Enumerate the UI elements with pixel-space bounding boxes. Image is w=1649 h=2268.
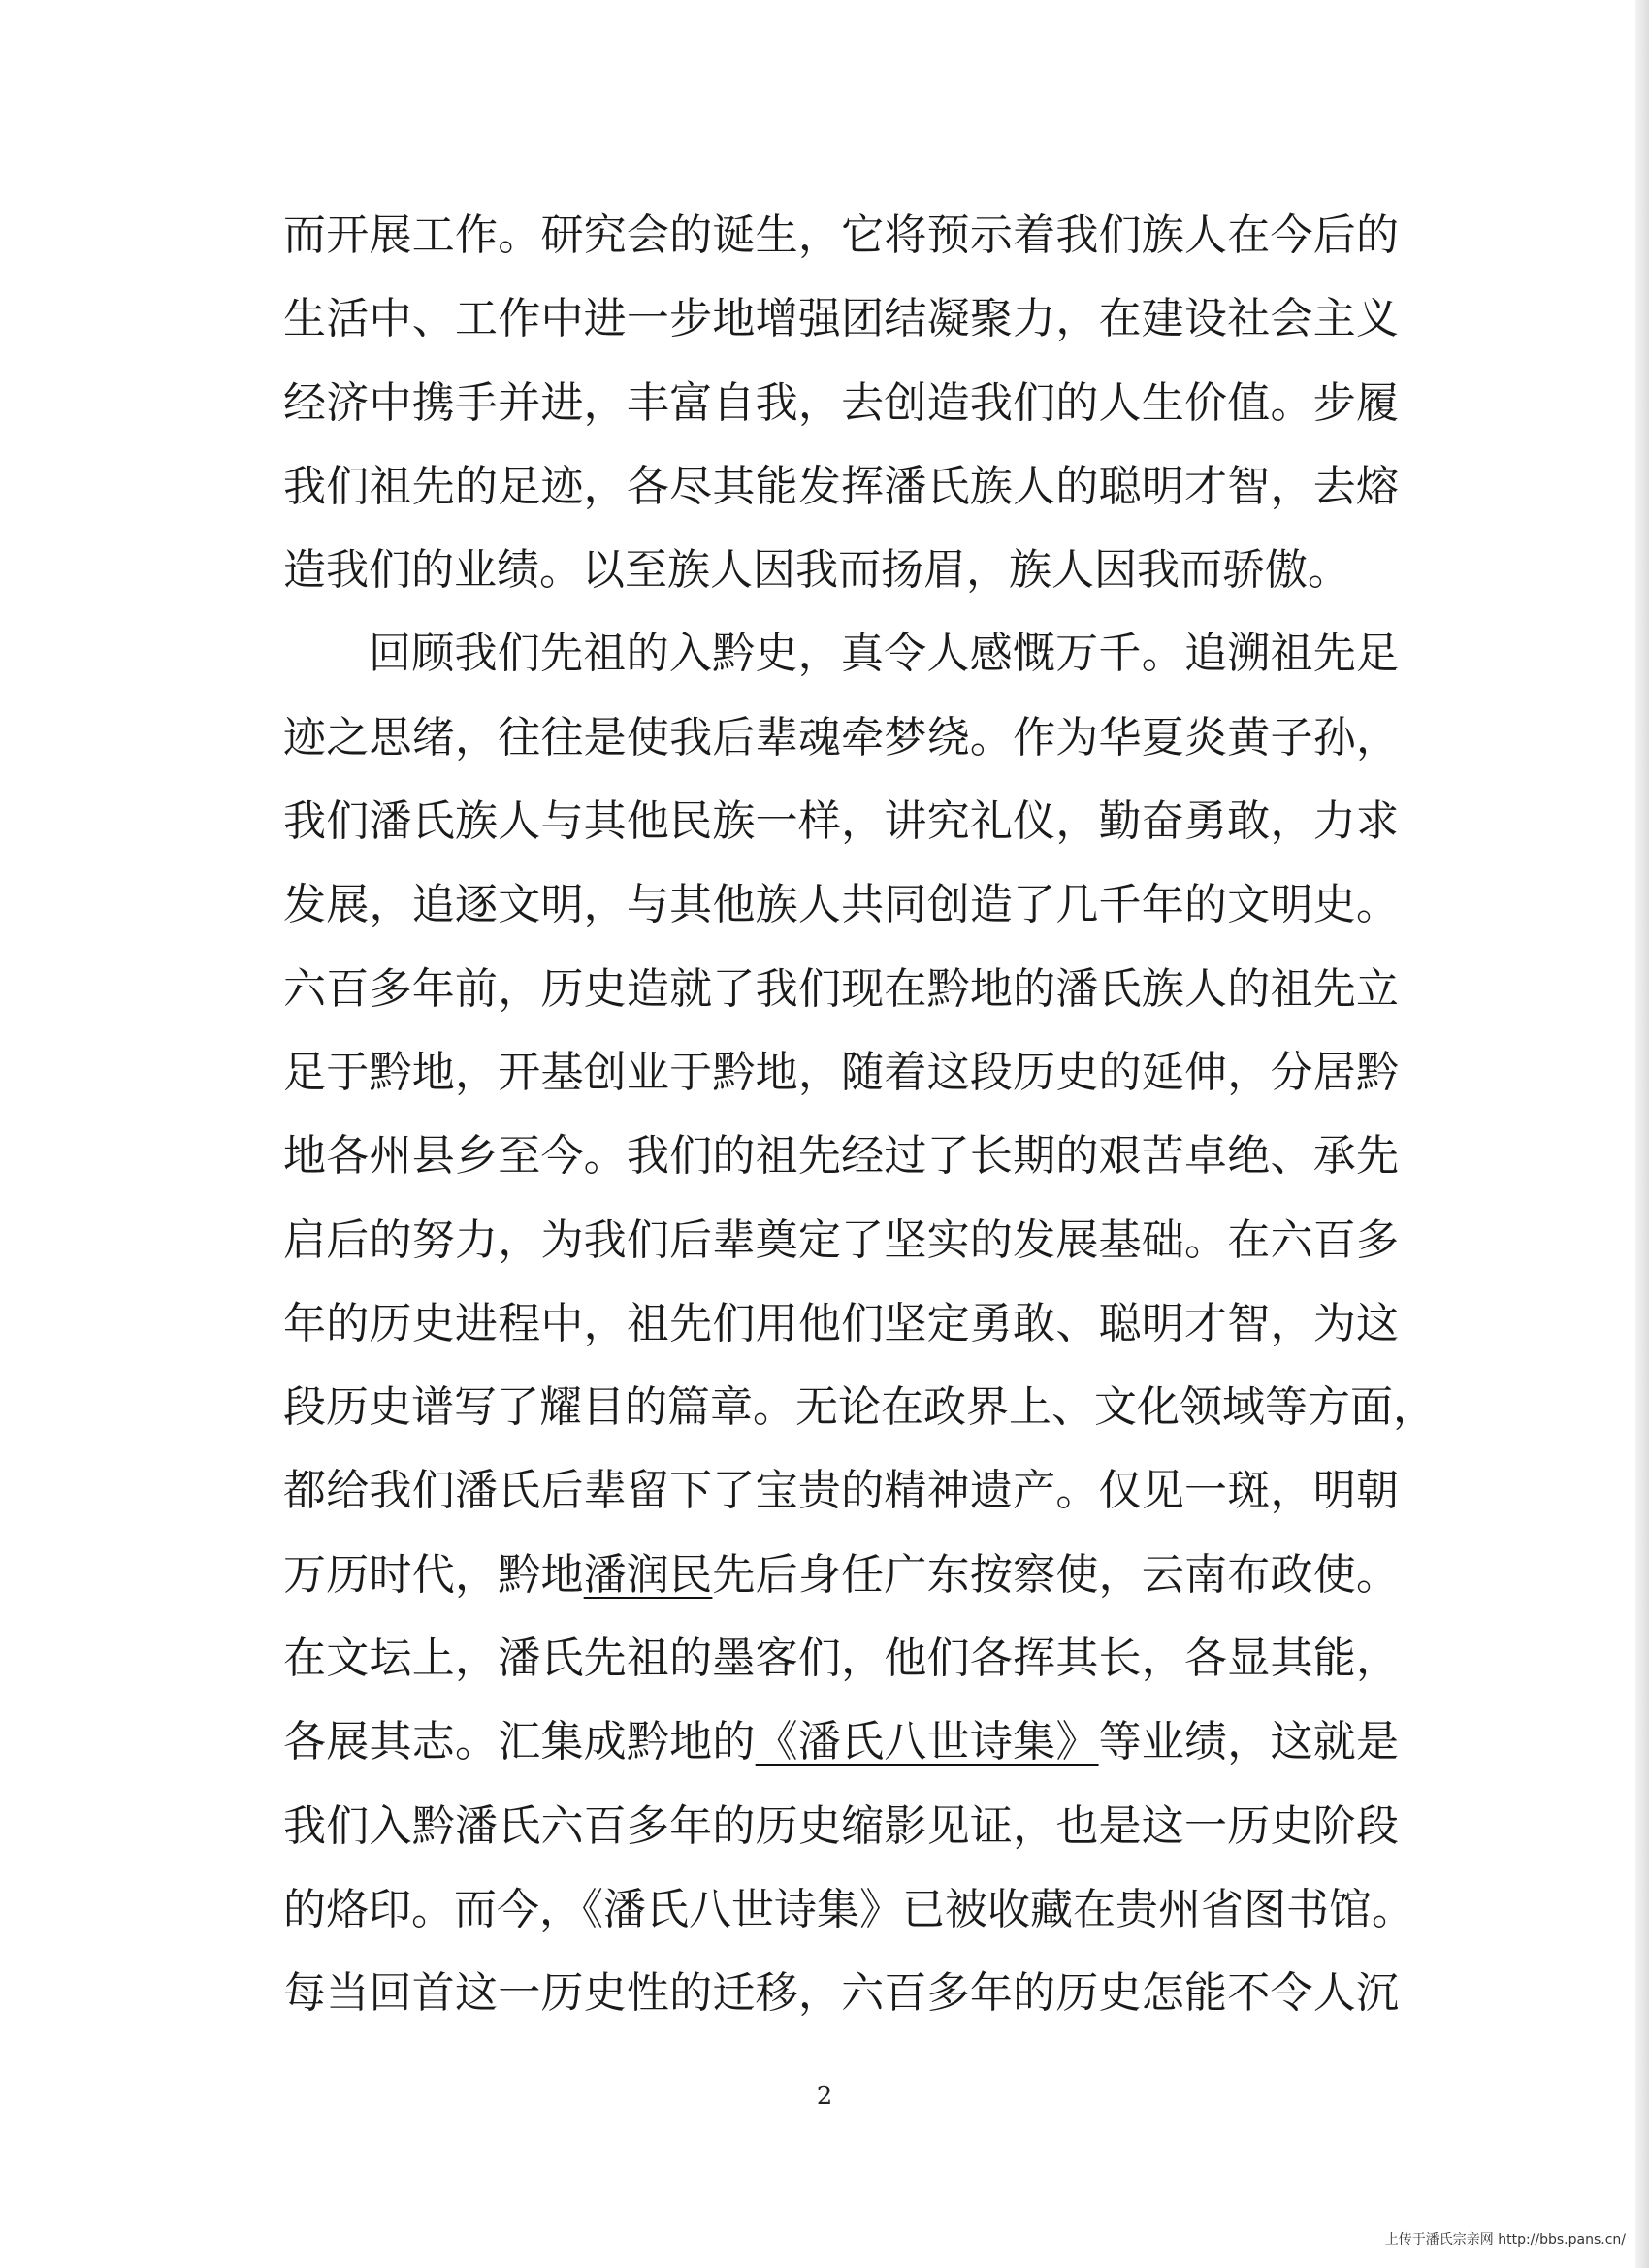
text-line: 发展，追逐文明，与其他族人共同创造了几千年的文明史。	[283, 880, 1399, 930]
document-body	[283, 194, 1436, 2036]
watermark-text: 上传于潘氏宗亲网 http://bbs.pans.cn/	[1384, 2232, 1626, 2248]
text-line: 迹之思绪，往往是使我后辈魂牵梦绕。作为华夏炎黄子孙，	[283, 712, 1399, 762]
text-line: 我们潘氏族人与其他民族一样，讲究礼仪，勤奋勇敢，力求	[283, 796, 1399, 847]
text-line: 经济中携手并进，丰富自我，去创造我们的人生价值。步履	[283, 377, 1399, 428]
text-segment: 各展其志。汇集成黔地的	[283, 1717, 756, 1767]
text-line: 造我们的业绩。以至族人因我而扬眉，族人因我而骄傲。	[283, 545, 1350, 596]
underlined-book-title: 《潘氏八世诗集》	[755, 1717, 1099, 1767]
text-line: 六百多年前，历史造就了我们现在黔地的潘氏族人的祖先立	[283, 963, 1399, 1014]
paragraph-start-line: 回顾我们先祖的入黔史，真令人感慨万千。追溯祖先足	[369, 629, 1399, 679]
text-segment: 等业绩，这就是	[1098, 1717, 1400, 1767]
text-line	[283, 1534, 1399, 1617]
text-line: 每当回首这一历史性的迁移，六百多年的历史怎能不令人沉	[283, 1968, 1399, 2019]
text-line: 而开展工作。研究会的诞生，它将预示着我们族人在今后的	[283, 211, 1399, 260]
text-line: 都给我们潘氏后辈留下了宝贵的精神遗产。仅见一斑，明朝	[283, 1466, 1399, 1516]
text-line	[283, 1701, 1399, 1784]
text-segment: 万历时代，黔地	[283, 1549, 584, 1600]
underlined-name: 潘润民	[583, 1549, 713, 1600]
text-line: 地各州县乡至今。我们的祖先经过了长期的艰苦卓绝、承先	[283, 1131, 1399, 1182]
text-line: 在文坛上，潘氏先祖的墨客们，他们各挥其长，各显其能，	[283, 1634, 1399, 1684]
text-line: 年的历史进程中，祖先们用他们坚定勇敢、聪明才智，为这	[283, 1298, 1399, 1348]
text-line: 足于黔地，开基创业于黔地，随着这段历史的延伸，分居黔	[283, 1047, 1399, 1097]
text-line: 的烙印。而今，《潘氏八世诗集》已被收藏在贵州省图书馆。	[283, 1884, 1414, 1934]
page-number: 2	[816, 2082, 833, 2111]
text-line: 生活中、工作中进一步地增强团结凝聚力，在建设社会主义	[283, 294, 1399, 344]
text-line: 启后的努力，为我们后辈奠定了坚实的发展基础。在六百多	[283, 1215, 1399, 1265]
text-line: 我们入黔潘氏六百多年的历史缩影见证，也是这一历史阶段	[283, 1800, 1399, 1851]
text-line: 我们祖先的足迹，各尽其能发挥潘氏族人的聪明才智，去熔	[283, 461, 1399, 511]
text-segment: 先后身任广东按察使，云南布政使。	[712, 1549, 1400, 1600]
text-line: 段历史谱写了耀目的篇章。无论在政界上、文化领域等方面，	[283, 1382, 1436, 1433]
scan-edge	[1635, 0, 1649, 2268]
